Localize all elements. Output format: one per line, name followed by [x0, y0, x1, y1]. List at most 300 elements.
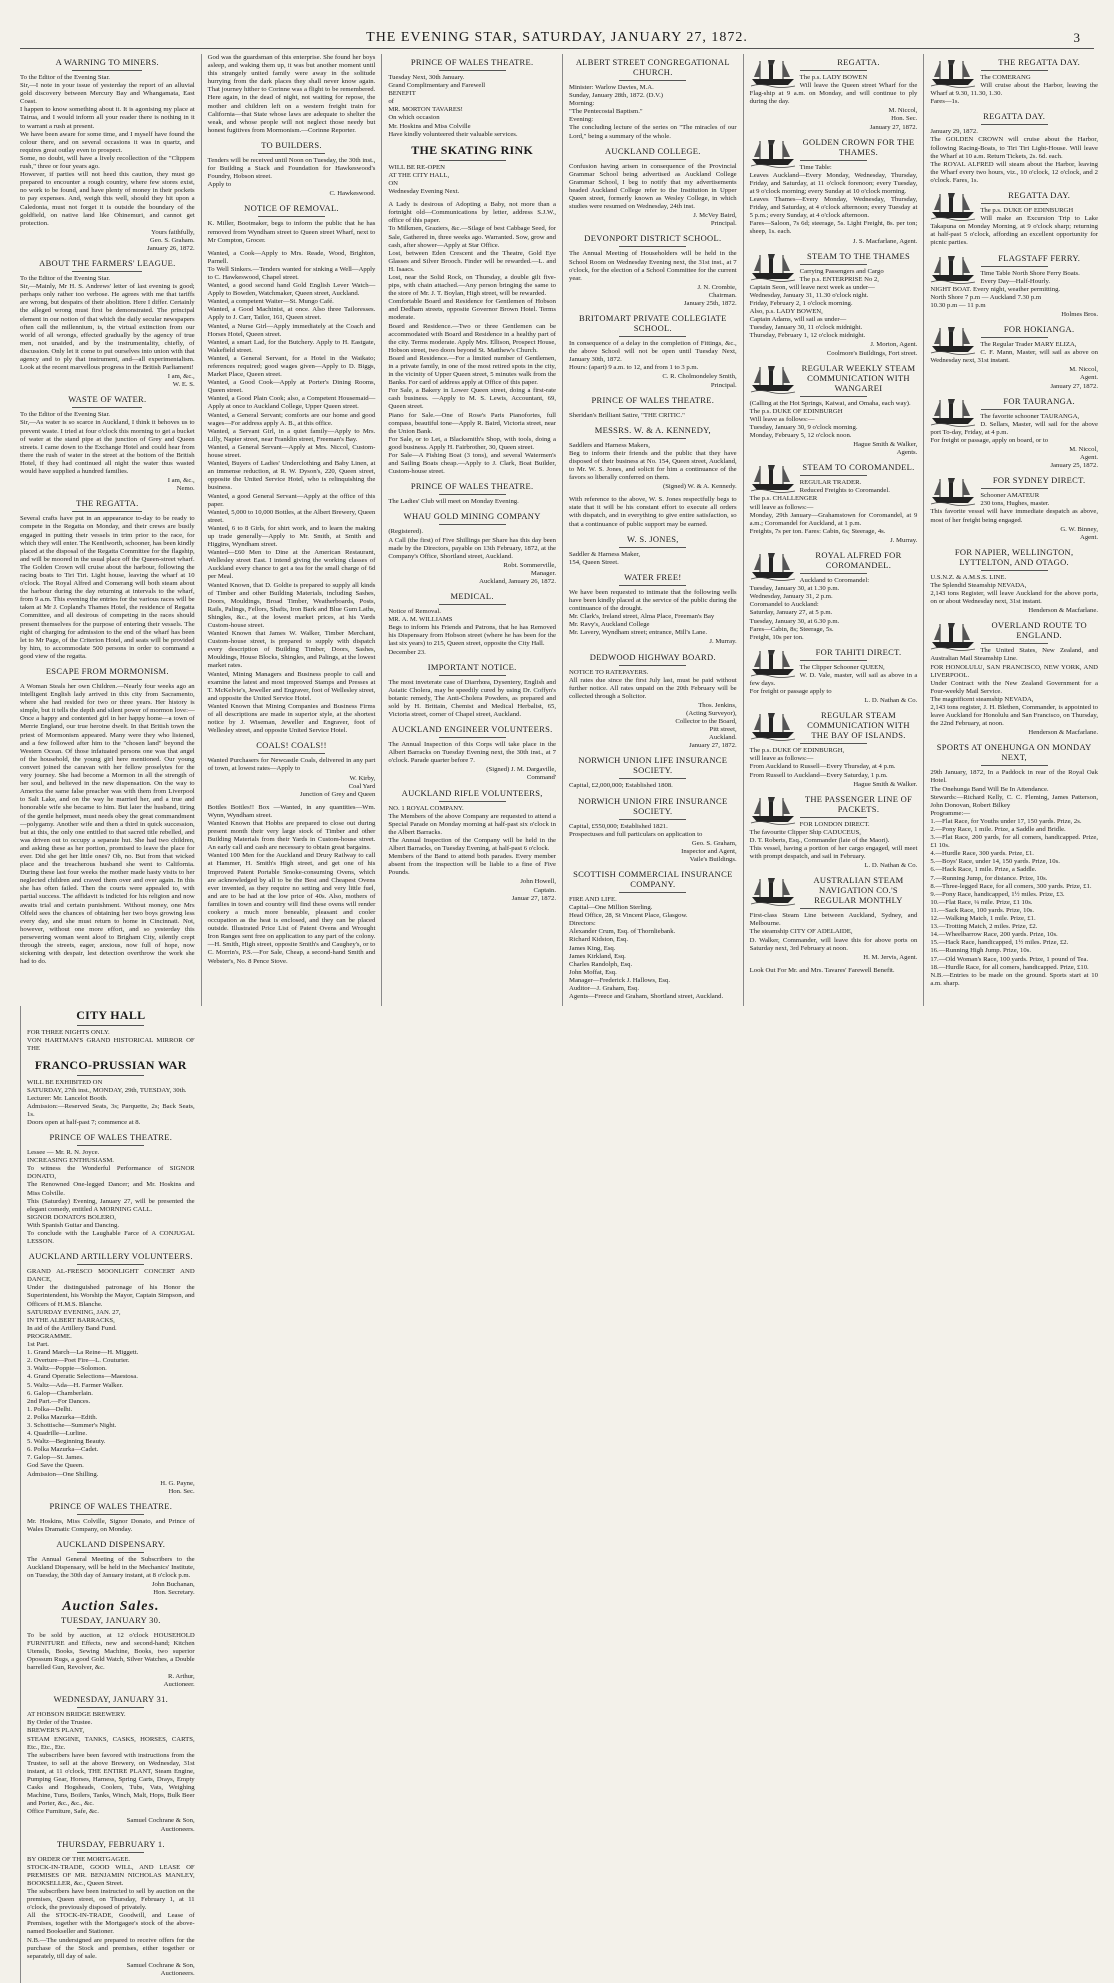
article-heading: ABOUT THE FARMERS' LEAGUE. [39, 258, 176, 269]
article-heading: OVERLAND ROUTE TO ENGLAND. [991, 620, 1087, 641]
article-block [20, 666, 195, 966]
article-body: God was the guardsman of this enterprise. She found her boys asleep, and waking them up, it was but another moment until this strangely united family were away in the solitude hurrying from the dark places they shall never know again. That journey hither to Corinne was a flight to be remembered. Here again, in the dead of night, not waiting for repose, the mother and children left on a western freight train for California—that State whose laws are adequate to shelter the weak, and whose people will not neglect those needy but honest fugitives from Mormonism.—Corinne Reporter. [207, 54, 376, 134]
article-signature: John Buchanan, Hon. Secretary. [151, 1581, 195, 1597]
steamship-icon [930, 324, 976, 354]
article-heading: FOR SYDNEY DIRECT. [992, 475, 1086, 486]
article-heading: STEAM TO THE THAMES [806, 250, 911, 261]
article-heading: GOLDEN CROWN FOR THE THAMES. [802, 136, 915, 157]
article-block [750, 647, 918, 705]
article-heading: THE SKATING RINK [411, 142, 534, 157]
heading-rule [439, 737, 506, 738]
article-heading: DEDWOOD HIGHWAY BOARD. [589, 651, 716, 662]
article-block [569, 869, 737, 1001]
article-body: With reference to the above, W. S. Jones respectfully begs to state that it will be his constant effort to execute all orders with dispatch, and in everything to give entire satisfaction, so that a continuance of public support may be earned. [569, 496, 737, 528]
steamship-icon [750, 710, 796, 740]
article-heading: REGULAR STEAM COMMUNICATION WITH THE BAY OF ISLANDS. [807, 710, 910, 741]
article-body: A Lady is desirous of Adopting a Baby, not more than a fortnight old—Communications by letter, address S.J.W., office of this paper. To Milkmen, Graziers, &c.—Silage of best Cabbage Seed, for Sale, Gathered in, three weeks ago. Warranted. Sow, grow and cash, after shower—Apply at Star Office. Lost, between Eden Crescent and the Theatre, Gold Eye Glasses and Silver Brooch. Finder will be rewarded.—L. and H. Isaacs. Lost, near the Solid Rock, on Thursday, a double gilt five-pips, with chain attached.—Any person bringing the same to the store of Mr. J. T. Boylan, High street, will be rewarded. Comfortable Board and Residence for Gentlemen of Hobson and Dedham streets, opposite Governor Brown Hotel. Terms moderate. Board and Residence.—Two or three Gentlemen can be accommodated with Board and Residence in a healthy part of the city. Terms moderate. Apply Mrs. Ellison, Prospect House, Hobson street, two doors beyond St. Matthew's Church. Board and Residence.—For a limited number of Gentlemen, in a private family, in one of the most retired spots in the city, in the vicinity of Upper Queen street, 5 minutes walk from the Banks. For card of address apply at Office of this paper. For Sale, a Bakery in Lower Queen street, doing a first-rate cash business. —Apply to M. S. Lewis, Accountant, 69, Queen street. Piano for Sale.—One of Rose's Paris Pianofortes, full compass, beautiful tone—Apply R. Baird, Victoria street, near the Union Bank. For Sale, or to Let, a Blacksmith's Shop, with tools, doing a good business. Apply H. Fairbrother, 30, Queen street. For Sale—A Fishing Boat (3 tons), and several Watermen's and Sailing Boats cheap.—Apply to J. Clark, Boat Builder, Custom-house street. [388, 201, 556, 476]
article-heading: SCOTTISH COMMERCIAL INSURANCE COMPANY. [573, 869, 733, 889]
article-block [750, 550, 918, 642]
heading-rule [981, 124, 1048, 125]
steamship-icon [750, 251, 796, 281]
masthead-rule [20, 48, 1094, 49]
heading-rule [439, 160, 506, 161]
article-block [569, 233, 737, 308]
article-block [750, 794, 918, 871]
heading-rule [77, 1514, 144, 1515]
steamship-icon [930, 253, 976, 283]
article-block [930, 190, 1098, 247]
article-signature: John Howell, Captain. Januar 27, 1872. [511, 878, 556, 902]
article-block [27, 1539, 195, 1597]
article-body: Bottles Bottles!! Box —Wanted, in any quantities—Wm. Wynn, Wyndham street. Wanted Known that Hobbs are prepared to close out during present month their very large stock of Timber and other Building Materials from their Yards in Custom-house street. An early call and cash are necessary to obtain great bargains. Wanted 100 Men for the Auckland and Drury Railway to call at Hammer, H. Smith's High street, and get one of his Improved Patent Portable Smoke-consuming Ovens, which are acknowledged by all to be the Best and Cheapest Ovens ever invented, as they require no setting and very little fuel, and are to be had at the low price of 40s. Also, mothers of families in town and country will find these ovens will render cookery a much more beneable, pleasant and cooler occupation as the heat is enclosed, and they can be placed outside. Illustrated Price List of Patent Ovens and Wrought Iron Ranges sent free on application to any part of the colony.—H. Smith, High street, opposite Smith's and Caughey's, or to C. Morrin's, P.S.—For Sale, Cheap, a second-hand Smith and Webster's, No. 8 Pence Stove. [207, 803, 376, 965]
heading-rule [77, 1075, 144, 1076]
article-block [208, 203, 376, 244]
article-heading: WHAU GOLD MINING COMPANY [403, 511, 541, 522]
heading-rule [619, 438, 686, 439]
article-heading: FRANCO-PRUSSIAN WAR [34, 1057, 187, 1072]
newspaper-column [20, 1006, 201, 1983]
article-block [569, 652, 737, 751]
article-signature: J. McVey Baird, Principal. [693, 212, 737, 228]
article-heading: AUCKLAND DISPENSARY. [56, 1539, 166, 1549]
article-block [27, 1251, 195, 1496]
article-block [388, 481, 556, 506]
article-block [388, 788, 556, 903]
article-heading: CITY HALL [76, 1008, 146, 1023]
article-signature: M. Niccol, Agent. January 27, 1872. [1050, 366, 1098, 390]
heading-rule [800, 264, 867, 265]
article-block [930, 111, 1098, 185]
article-heading: AUCKLAND COLLEGE. [604, 145, 701, 156]
article-body: AT HOBSON BRIDGE BREWERY. By Order of the Trustee. BREWER'S PLANT, STEAM ENGINE, TANKS, CASKS, HORSES, CARTS, Etc., Etc., Etc. The subscribers have been favored with instructions from the Trustee, to sell at the above Brewery, on Wednesday, 31st instant, at 11 o'clock, THE ENTIRE PLANT, Steam Engine, Pumping Gear, Horses, Harness, Spring Carts, Drays, Empty Casks and Hogsheads, Coolers, Tubs, Vats, Weighing Machine, Tuns, Boilers, Tanks, Winch, Malt, Hops, Bulk Beer and Porter, &c., &c., &c. Office Furniture, Safe, &c. [27, 1711, 195, 1816]
heading-rule [981, 765, 1048, 766]
heading-rule [77, 1852, 144, 1853]
article-block [569, 57, 737, 141]
heading-rule [800, 573, 867, 574]
article-signature: Robt. Sommerville, Manager. Auckland, January 26, 1872. [479, 561, 556, 585]
heading-rule [981, 409, 1048, 410]
article-signature: R. Arthur, Auctioneer. [163, 1673, 195, 1689]
article-body: The Regular Trader MARY ELIZA, C. F. Mann, Master, will sail as above on Wednesday next, 31st instant. [930, 341, 1098, 365]
article-block [27, 1501, 195, 1534]
article-block [569, 425, 737, 492]
article-heading: PRINCE OF WALES THEATRE. [410, 481, 534, 492]
article-block [930, 57, 1098, 106]
article-body: WILL BE RE-OPEN AT THE CITY HALL, ON Wednesday Evening Next. [388, 163, 460, 196]
article-heading: THE REGATTA DAY. [998, 57, 1081, 67]
article-body: Lessee — Mr. R. N. Joyce. INCREASING ENTHUSIASM. To witness the Wonderful Performance of SIGNOR DONATO, The Renowned One-legged Dancer; and Mr. Hoskins and Miss Colville. This (Saturday) Evening, January 27, will be presented the elegant comedy, entitled A MORNING CALL. SIGNOR DONATO'S BOLERO, With Spanish Guitar and Dancing. To conclude with the Laughable Farce of A CONJUGAL LESSON. [27, 1149, 195, 1246]
article-block [569, 796, 737, 864]
heading-rule [981, 488, 1048, 489]
heading-rule [800, 743, 867, 744]
article-block [388, 511, 556, 586]
article-body: The favorite schooner TAURANGA, D. Sellars, Master, will sail for the above port To-day, Friday, at 4 p.m. For freight or passage, apply on board, or to [930, 412, 1098, 444]
steamship-icon [750, 462, 796, 492]
heading-rule [619, 246, 686, 247]
article-body: Saddler & Harness Maker, 154, Queen Street. [569, 550, 641, 566]
article-heading: A WARNING TO MINERS. [55, 57, 159, 67]
article-heading: REGATTA DAY. [1008, 190, 1071, 201]
heading-rule [439, 70, 506, 71]
article-heading: REGULAR WEEKLY STEAM COMMUNICATION WITH WANGAREI [801, 362, 916, 393]
article-block [20, 498, 195, 661]
heading-rule [439, 494, 506, 495]
column-grid [20, 54, 1104, 1977]
article-body: Look Out For Mr. and Mrs. Tavares' Farewell Benefit. [749, 966, 895, 974]
steamship-icon [750, 794, 796, 824]
article-heading: FOR HOKIANGA. [1003, 324, 1075, 335]
article-body: Schooner AMATEUR 230 tons, Hughes, master. This favorite vessel will have immediate despatch as above, most of her freight being engaged. [930, 492, 1098, 524]
article-body: To the Editor of the Evening Star. Sir,—I note in your issue of yesterday the report of an alluvial gold discovery between Mercury Bay and Whangamata, East Coast. I happen to know something about it. It is agonising my place at Tairua, and I would inform all your reader there is nothing in it to warrant a rush at present. We have been aware for some time, and I myself have found the colour there, and on several occasions it was in quartz, and requires great outlay even to prospect. Some, no doubt, will have a lively recollection of the "Clippem rush," three or four years ago. However, if parties will not heed this caution, they must go prepared to encounter a rough country, where few stores exist, no work to be found, and have plenty of money in their pockets to pay expenses. And, weigh this well, should they hit upon a Caledonia, must not forget it is outside the boundary of the goldfield, on native land like Ohinemuri, and cannot get protection. [20, 74, 195, 227]
heading-rule [258, 153, 325, 154]
article-signature: Samuel Cochrane & Son, Auctioneers. [126, 1817, 195, 1833]
article-heading: AUSTRALIAN STEAM NAVIGATION CO.'S REGULAR MONTHLY [813, 875, 904, 906]
article-block [750, 57, 918, 132]
article-heading: NORWICH UNION FIRE INSURANCE SOCIETY. [578, 795, 728, 816]
heading-rule [258, 216, 325, 217]
article-body: K. Miller, Bootmaker, begs to inform the public that he has removed from Wyndham street to Queen street Wharf, next to Mr Compton, Grocer. [207, 220, 376, 244]
article-heading: FOR TAHITI DIRECT. [815, 646, 902, 657]
article-body: Wanted Purchasers for Newcastle Coals, delivered in any part of town, at lowest rates—Apply to [207, 757, 376, 773]
article-heading: REGATTA DAY. [983, 111, 1046, 122]
article-block [750, 967, 918, 975]
heading-rule [800, 396, 867, 397]
heading-rule [619, 665, 686, 666]
article-heading: MEDICAL. [450, 591, 494, 602]
heading-rule [439, 675, 506, 676]
article-heading: STEAM TO COROMANDEL. [802, 462, 915, 473]
article-block [930, 742, 1098, 988]
article-signature: Geo. S. Graham, Inspector and Agent, Vaile's Buildings. [681, 839, 737, 863]
article-signature: M. Niccol, Agent. January 25, 1872. [1050, 446, 1098, 470]
article-heading: AUCKLAND ENGINEER VOLUNTEERS. [391, 724, 553, 735]
article-heading: PRINCE OF WALES THEATRE. [591, 394, 715, 405]
heading-rule [981, 337, 1048, 338]
article-block [208, 250, 376, 736]
heading-rule [800, 908, 867, 909]
article-signature: W. Kirby, Coal Yard Junction of Grey and Queen [299, 774, 376, 798]
article-body: Capital, £550,000; Established 1821. Prospectuses and full particulars on application to [569, 822, 703, 838]
article-signature: J. Murray. [890, 536, 918, 544]
article-body: Sheridan's Brilliant Satire, "THE CRITIC." [569, 411, 685, 419]
article-body: The most inveterate case of Diarrhœa, Dysentery, English and Asiatic Cholera, may be speedily cured by using Dr. Coffyn's botanic remedy, The Anti-Cholera Powders, as prepared and sold by H. Brittain, Chemist and Medical Herbalist, 65, Victoria street, corner of Chapel street, Auckland. [388, 678, 556, 718]
heading-rule [439, 604, 506, 605]
article-signature: (Signed) J. M. Dargaville, Command' [486, 766, 556, 782]
article-signature: Yours faithfully, Geo. S. Graham. January 26, 1872. [147, 228, 195, 252]
article-body: A Woman Steals her own Children.—Nearly four weeks ago an intelligent English lady arrived in this city from Sacramento, where she had resided for two or three years. Her history is simple, but it tells the depth and silent power of mormon love:—Once a happy and contented girl in her happy home—a town of Merrie England, our true heroine dwelt. In that British town the priest of Mormonism appeared. Many were they who listened, and a few followed after him to the "chosen land" beyond the Western Ocean. Of those infatuated persons one was that angel of the household, the young girl here mentioned. Our young convert joined the caravan with her fellow proselytes for the very journey. She had become a Mormon in all the strength of her soul, and believed in the new dispensation. On the way to America the same false preacher was with them from Liverpool to Salt Lake, and on the way he married her, and a true and honorable wife she became to him. But later the husband, tiring of the gentle helpmeet, must needs obey the great commandment—polygamy. Another wife and then a third in quick succession, but at this, the only one entitled to that sacred title rebelled, and was driven out to occupy a separate hut. She had two children, and asking these as her portion, promised to leave the place for ever. Did she get her little ones? Oh, no. But from that wicked place and the treacherous husband she went to California. During these last four weeks the mother made hasty visits to her neglected children and craved them over and over again. In this she has often failed. Then the courts were appealed to, with partial success. The affidavit is indicted for his religion and now awaits trial and certain punishment. Without money, one Mrs Olfeld sees the chances of obtaining her two boys growing less every day, and she must return to home in Cincinnati. Not, however, without one more effort, and so yesterday this persevering woman went aloof to Brigham City, silently crept through the streets, eager, anxious, now full of hope, now sickening with despair, lest detection overthrow the work she had to do. [20, 683, 195, 966]
article-heading: WASTE OF WATER. [68, 394, 147, 405]
article-body: Auckland to Coromandel: Tuesday, January 30, at 1.30 p.m. Wednesday, January 31, 2 p.m. Coromandel to Auckland: Saturday, January 27, at 5 p.m. Tuesday, January 30, at 6.30 p.m. Fares—Cabin, 8s; Steerage, 5s. Freight, 10s per ton. [749, 577, 870, 641]
article-block [930, 396, 1098, 471]
article-body: The p.s. DUKE OF EDINBURGH, will leave as follows:— From Auckland to Russell—Every Thursday, at 4 p.m. From Russell to Auckland—Every Saturday, 1 p.m. [749, 747, 896, 779]
article-heading: TUESDAY, JANUARY 30. [60, 1614, 161, 1625]
article-signature: Holmes Bros. [1061, 310, 1098, 318]
article-block [930, 253, 1098, 320]
article-heading: FOR NAPIER, WELLINGTON, LYTTELTON, AND OTAGO. [954, 546, 1074, 567]
article-body: The United States, New Zealand, and Australian Mail Steamship Line. FOR HONOLULU, SAN FRANCISCO, NEW YORK, AND LIVERPOOL. Under Contract with the New Zealand Government for a Four-weekly Mail Service. The magnificent steamship NEVADA, 2,143 tons register, J. H. Blethen, Commander, is appointed to leave Auckland for Honolulu and San Francisco, on Thursday, the 22nd February, at noon. [930, 647, 1098, 728]
article-heading: PRINCE OF WALES THEATRE. [410, 57, 534, 67]
article-signature: (Signed) W. & A. Kennedy. [662, 483, 737, 491]
article-block [930, 475, 1098, 542]
article-signature: Hague Smith & Walker. [853, 780, 918, 788]
article-block [388, 591, 556, 657]
heading-rule [981, 266, 1048, 267]
heading-rule [800, 160, 867, 161]
article-heading: ALBERT STREET CONGREGATIONAL CHURCH. [575, 57, 730, 77]
article-block [27, 1009, 195, 1053]
article-body: The Ladies' Club will meet on Monday Evening. [388, 498, 519, 506]
heading-rule [72, 511, 142, 512]
article-signature: Hague Smith & Walker, Agents. [853, 441, 918, 457]
article-block [750, 710, 918, 788]
article-body: FIRE AND LIFE. Capital—One Million Sterling. Head Office, 28, St Vincent Place, Glasgow. Directors: Alexander Crum, Esq. of Thornliebank. Richard Kidston, Esq. James King, Esq. James Kirkland, Esq. Charles Randolph, Esq. John Moffat, Esq. Manager—Frederick J. Hallows, Esq. Auditor—J. Graham, Esq. Agents—Freece and Graham, Shortland street, Auckland. [569, 896, 724, 1001]
article-heading: PRINCE OF WALES THEATRE. [49, 1132, 173, 1143]
article-heading: AUCKLAND ARTILLERY VOLUNTEERS. [28, 1251, 193, 1262]
article-body: Time Table: Leaves Auckland—Every Monday, Wednesday, Thursday, Friday, and Saturday, at 11 o'clock forenoon; every Tuesday, at 9 o'clock morning; every Sunday at 10 o'clock morning. Leaves Thames—Every Monday, Wednesday, Thursday, Friday, and Saturday, at 4 o'clock afternoon; every Tuesday at 5 p.m.; every Sunday, at 4 o'clock afternoon. Fares—Saloon, 7s 6d; steerage, 5s. Light Freight, 8s. per ton; sheep, 1s. each. [749, 163, 918, 236]
article-heading: MESSRS. W. & A. KENNEDY, [594, 424, 711, 435]
heading-rule [981, 203, 1048, 204]
article-body: Minister: Warlow Davies, M.A. Sunday, January 28th, 1872. (D.V.) Morning: "The Pentecostal Baptism." Evening: The concluding lecture of the series on "The miracles of our Lord," being a summary of the whole. [569, 84, 737, 140]
article-body: Carrying Passengers and Cargo The p.s. ENTERPRISE No 2, Captain Seon, will leave next week as under— Wednesday, January 31, 11.30 o'clock night. Friday, February 2, 1 o'clock morning. Also, p.s. LADY BOWEN, Captain Adams, will sail as under— Tuesday, January 30, 11 o'clock midnight. Thursday, February 1, 12 o'clock midnight. [749, 267, 884, 340]
article-body: The Clipper Schooner QUEEN, W. D. Vale, master, will sail as above in a few days. For freight or passage apply to [749, 663, 918, 696]
article-signature: L. D. Nathan & Co. [864, 697, 918, 705]
article-block [750, 363, 918, 458]
article-block [208, 804, 376, 966]
article-body: The Annual Meeting of Householders will be held in the School Room on Wednesday Evening next, the 31st inst., at 7 o'clock, for the election of a School Committee for the current year. [569, 250, 737, 282]
article-heading: COALS! COALS!! [256, 740, 327, 751]
article-heading: NORWICH UNION LIFE INSURANCE SOCIETY. [578, 755, 728, 776]
article-body: NO. 1 ROYAL COMPANY. The Members of the above Company are requested to attend a Special Parade on Monday morning at half-past six o'clock in the Albert Barracks. The Annual Inspection of the Company will be held in the Albert Barracks, on Tuesday Evening, at half-past 6 o'clock. Members of the Band to attend both parades. Every member absent from the inspection will be liable to a fine of Five Pounds. [388, 804, 556, 877]
article-body: U.S.N.Z. & A.M.S.S. LINE. The Splendid Steamship NEVADA, 2,143 tons Register, will leave Auckland for the above ports, on or about Wednesday next, 31st instant. [930, 573, 1098, 606]
article-heading: WEDNESDAY, JANUARY 31. [53, 1694, 169, 1705]
article-heading: FOR TAURANGA. [1003, 395, 1075, 406]
heading-rule [77, 1025, 144, 1026]
steamship-icon [750, 137, 796, 167]
article-heading: TO BUILDERS. [261, 139, 322, 150]
article-signature: M. Niccol, Hon. Sec. January 27, 1872. [869, 107, 918, 131]
article-signature: Samuel Cochrane & Son, Auctioneers. [126, 1961, 195, 1977]
article-body: 29th January, 1872, In a Paddock in rear of the Royal Oak Hotel. The Onehunga Band Will Be In Attendance. Stewards:—Richard Kelly, C. C. Fleming, James Patterson, John Donovan, Robert Bilkey Programme:— 1.—Flat Race, for Youths under 17, 150 yards. Prize, 2s. 2.—Pony Race, 1 mile. Prize, a Saddle and Bridle. 3.—Flat Race, 200 yards, for all comers, handicapped. Prize, £1 10s. 4.—Hurdle Race, 300 yards. Prize, £1. 5.—Boys' Race, under 14, 150 yards. Prize, 10s. 6.—Hack Race, 1 mile. Prize, a Saddle. 7.—Running Jump, for distance. Prize, 10s. 8.—Three-legged Race, for all comers, 300 yards. Prize, £1. 9.—Pony Race, handicapped, 1½ miles. Prize, £3. 10.—Flat Race, ¼ mile. Prize, £1 10s. 11.—Sack Race, 100 yards. Prize, 10s. 12.—Walking Match, 1 mile. Prize, £1. 13.—Trotting Match, 2 miles. Prize, £2. 14.—Wheelbarrow Race, 200 yards. Prize, 10s. 15.—Hack Race, handicapped, 1½ miles. Prize, £2. 16.—Running High Jump. Prize, 10s. 17.—Old Woman's Race, 100 yards. Prize, 1 pound of Tea. 18.—Hurdle Race, for all comers, handicapped. Prize, £10. N.B.—Entries to be made on the ground. Sports start at 10 a.m. sharp. [930, 769, 1098, 987]
article-heading: THE PASSENGER LINE OF PACKETS. [804, 793, 913, 814]
article-block [388, 201, 556, 476]
heading-rule [619, 585, 686, 586]
article-heading: AUCKLAND RIFLE VOLUNTEERS, [401, 787, 543, 798]
newspaper-column [201, 54, 382, 1006]
heading-rule [258, 753, 325, 754]
heading-rule [439, 524, 506, 525]
article-body: Mr. Hoskins, Miss Colville, Signor Donato, and Prince of Wales Dramatic Company, on Monday. [27, 1517, 195, 1533]
heading-rule [72, 271, 142, 272]
article-heading: FLAGSTAFF FERRY. [998, 252, 1081, 263]
article-block [750, 251, 918, 358]
steamship-icon [750, 363, 796, 393]
heading-rule [981, 70, 1048, 71]
article-signature: J. Murray. [709, 638, 737, 646]
article-body: WILL BE EXHIBITED ON SATURDAY, 27th inst., MONDAY, 29th, TUESDAY, 30th. Lecturer: Mr. Lancelot Booth. Admission:—Reserved Seats, 3s; Parquette, 2s; Back Seats, 1s. Doors open at half-past 7; commence at 8. [27, 1078, 195, 1126]
heading-rule [619, 408, 686, 409]
heading-rule [72, 70, 142, 71]
article-block [569, 313, 737, 390]
article-body: GRAND AL-FRESCO MOONLIGHT CONCERT AND DANCE, Under the distinguished patronage of his Honor the Superintendent, his Worship the Mayor, Captain Simpson, and Officers of H.M.S. Blanche. SATURDAY EVENING, JAN. 27, IN THE ALBERT BARRACKS, In aid of the Artillery Band Fund. PROGRAMME. 1st Part. 1. Grand March—La Reine—H. Miggett. 2. Overture—Poet Fire—L. Couturier. 3. Waltz—Poppie—Solomon. 4. Grand Operatic Selections—Maestosa. 5. Waltz—Ada—H. Farmer Walker. 6. Galop—Chamberlain. 2nd Part.—For Dances. 1. Polka—Delhi. 2. Polka Mazurka—Edith. 3. Schottische—Summer's Night. 4. Quadrille—Lurline. 5. Waltz—Beginning Beauty. 6. Polka Mazurka—Cadet. 7. Galop—St. James. God Save the Queen. Admission—One Shilling. [27, 1268, 195, 1478]
article-heading: NOTICE OF REMOVAL. [244, 203, 339, 214]
article-signature: H. G. Payne, Hon. Sec. [160, 1479, 195, 1495]
article-signature: C. Hawkeswood. [329, 190, 376, 198]
article-block [569, 146, 737, 229]
article-heading: DEVONPORT DISTRICT SCHOOL. [584, 233, 722, 244]
article-body: Time Table North Shore Ferry Boats. Every Day—Half-Hourly. NIGHT BOAT. Every night, weather permitting. North Shore 7 p.m — Auckland 7.30 p.m 10.30 p.m — 11 p.m [930, 269, 1080, 309]
article-signature: I am, &c., W. E. S. [167, 373, 195, 389]
heading-rule [619, 80, 686, 81]
heading-rule [619, 159, 686, 160]
article-block [27, 1839, 195, 1978]
article-body: REGULAR TRADER. Reduced Freights to Coromandel. The p.s. CHALLENGER will leave as follows:— Monday, 29th January—Grahamstown for Coromandel, at 9 a.m.; Coromandel for Auckland, at 1 p.m. Freights, 7s per ton. Fares: Cabin, 6s; Steerage, 4s. [749, 479, 918, 535]
article-heading: ESCAPE FROM MORMONISM. [45, 666, 169, 676]
heading-rule [619, 892, 686, 893]
article-signature: I am, &c., Nemo. [167, 477, 195, 493]
article-body: (Registered). A Call (the first) of Five Shillings per Share has this day been made by the Directors, payable on 13th February, 1872, at the Company's Office, Shortland street, Auckland. [388, 528, 556, 560]
article-heading: THURSDAY, FEBRUARY 1. [56, 1838, 165, 1849]
article-body: Saddlers and Harness Makers, Beg to inform their friends and the public that they have disposed of their business at No. 154, Queen street, Auckland, to Mr. W. S. Jones, and solicit for him a continuance of the favors so liberally conferred on them. [569, 441, 737, 482]
heading-rule [619, 819, 686, 820]
article-heading: BRITOMART PRIVATE COLLEGIATE SCHOOL. [578, 313, 727, 334]
article-block [27, 1132, 195, 1246]
masthead-title: THE EVENING STAR, SATURDAY, JANUARY 27, 1872. [366, 30, 748, 45]
heading-rule [800, 660, 867, 661]
heading-rule [981, 643, 1048, 644]
heading-rule [77, 1264, 144, 1265]
article-block [27, 1059, 195, 1128]
article-heading: PRINCE OF WALES THEATRE. [49, 1500, 173, 1511]
article-body: The p.s. DUKE OF EDINBURGH Will make an Excursion Trip to Lake Takapuna on Monday Morning, at 9 o'clock sharp; returning at half-past 5 o'clock, affording an excellent opportunity for picnic parties. [930, 207, 1098, 247]
article-body: NOTICE TO RATEPAYERS. All rates due since the first July last, must be paid without further notice. All rates unpaid on the 20th February will be collected through a Solicitor. [569, 668, 737, 700]
heading-rule [77, 1707, 144, 1708]
article-block [388, 662, 556, 719]
article-signature: C. R. Cholmondeley Smith, Principal. [662, 373, 737, 389]
article-body: The COMERANG Will cruise about the Harbor, leaving the Wharf at 9.30, 11.30, 1.30. Fares—1s. [930, 74, 1098, 106]
heading-rule [77, 1628, 144, 1629]
article-heading: W. S. JONES, [626, 533, 679, 544]
article-block [930, 324, 1098, 391]
article-body: (Calling at the Hot Springs, Kaiwai, and Omaha, each way). The p.s. DUKE OF EDINBURGH Will leave as follows:— Tuesday, January 30, 9 o'clock morning. Monday, February 5, 12 o'clock noon. [749, 399, 911, 439]
article-signature: Henderson & Macfarlane. [1028, 607, 1098, 615]
article-body: BY ORDER OF THE MORTGAGEE. STOCK-IN-TRADE, GOOD WILL, AND LEASE OF PREMISES OF MR. BENJAMIN NICHOLAS MANLEY, BOOKSELLER, &c., Queen Street. The subscribers have been instructed to sell by auction on the premises, Queen street, on Thursday, February 1, at 11 o'clock, the previously disposed of privately. All the STOCK-IN-TRADE, Goodwill, and Lease of Premises, together with the Mortgagee's stock of the above-named Bookseller and Stationer. N.B.—The undersigned are prepared to receive offers for the purchase of the Stock and premises, either together or separately, till day of sale. [27, 1855, 195, 1960]
article-block [388, 57, 556, 139]
article-body: Confusion having arisen in consequence of the Provincial Grammar School being advertised as Auckland College Grammar School, I beg to notify that my advertisements headed Auckland College refer to the Institution in Upper Queen street, formerly known as Wesley College, in which studies were resumed on Wednesday, 24th inst. [569, 162, 737, 211]
article-body: The p.s. LADY BOWEN Will leave the Queen street Wharf for the Flag-ship at 9 a.m. on Monday, and will continue to ply during the day. [749, 74, 918, 106]
article-signature: J. S. Macfarlane, Agent. [852, 237, 918, 245]
article-block [750, 462, 918, 545]
steamship-icon [750, 550, 796, 580]
heading-rule [72, 679, 142, 680]
article-heading: WATER FREE! [624, 571, 682, 582]
article-body: To the Editor of the Evening Star. Sir,—Mainly, Mr H. S. Andrews' letter of last evening is good; perhaps only rather too verbose. He agrees with me that tariffs are wrong, but despairs of their abolition. Here I differ. Certainly the alleged wrong must first be demonstrated. The principal element in our notion of that which the daily secular newspapers often call the millennium, is, the virtual extinction from our world of all wrongs, effected gradually by the agency of true men, not unaided, and by the instrumentality, chiefly, of discussion. Only let it come to put ourselves into union with that agency and to ply that instrument, and—all experimentalism. Look at the recent marvellous progress in the British Parliament! [20, 275, 195, 372]
heading-rule [619, 336, 686, 337]
article-signature: H. M. Jervis, Agent. [863, 953, 918, 961]
heading-rule [800, 817, 867, 818]
heading-rule [800, 475, 867, 476]
article-block [388, 724, 556, 782]
article-block [208, 740, 376, 798]
article-block [20, 258, 195, 389]
article-body: January 29, 1872. The GOLDEN CROWN will cruise about the Harbor, following Racing-Boats, to Tiri Tiri Light-House. Will leave the Wharf at 10 a.m. Return Tickets, 2s. 6d. each. The ROYAL ALFRED will steam about the Harbor, leaving the Wharf every two hours, viz., 10 o'clock, 12 o'clock, and 2 o'clock. Fares, 1s. [930, 128, 1098, 184]
article-body: Notice of Removal. MR. A. M. WILLIAMS Begs to inform his Friends and Patrons, that he has Removed his Dispensary from Hobson street (where he has been for the last six years) to 215, Queen street, opposite the City Hall. December 23. [388, 608, 556, 656]
steamship-icon [930, 396, 976, 426]
steamship-icon [930, 57, 976, 87]
heading-rule [800, 70, 867, 71]
article-body: Tuesday Next, 30th January. Grand Complimentary and Farewell BENEFIT of MR. MORTON TAVARES! On which occasion Mr. Hoskins and Miss Colville Have kindly volunteered their valuable services. [388, 74, 518, 138]
article-block [750, 875, 918, 962]
newspaper-column [20, 54, 201, 1006]
article-body: To the Editor of the Evening Star. Sir,—As water is so scarce in Auckland, I think it behoves us to prevent waste. I tried at four o'clock this morning to get a bucket of water at the stand pipe at the junction of Grey and Queen streets. I came down to the Exchange Hotel and could hear from there the rush of water in the street at the bottom of the British Hotel, if they had continued all night the water thus wasted would have supplied a hundred families. [20, 411, 195, 476]
article-signature: G. W. Binney, Agent. [1060, 525, 1098, 541]
article-body: Several crafts have put in an appearance to-day to be ready to compete in the Regatta on Monday, and their crews are busily engaged in putting their vessels in trim prior to the race, for which they will enter. The Kenilworth, schooner, has been kindly placed at the disposal of the Regatta Committee for the flagship, and will be moored in the usual place off the Queen-street wharf. The Golden Crown will cruise about the harbour, following the racing boats to Tiri Tiri. Light house, leaving the wharf at 10 o'clock. The Royal Alfred and Comerang will both steam about the harbour during the day returning at intervals to the wharf, from 9 a.m. This evening the entries for the various races will be taken at Mr J. Copland's Thames Hotel, the residence of Regatta Committee, and all desirous of competing in the races should present themselves for the purpose of entering their vessels. The right of charging for admission to the end of the wharf has been let to Mr Page, of the Criterion Hotel, and seats will be provided by him, to accommodate 500 persons in order to command a good view of the regatta. [20, 515, 195, 660]
newspaper-column [743, 54, 924, 1006]
newspaper-column [381, 54, 562, 1006]
article-block [388, 144, 556, 196]
article-body: In consequence of a delay in the completion of Fittings, &c., the above School will not be open until Tuesday Next, January 30th, 1872. Hours: (apart) 9 a.m. to 12, and from 1 to 3 p.m. [569, 340, 737, 372]
heading-rule [72, 407, 142, 408]
article-block [27, 1694, 195, 1833]
page-number: 3 [1073, 30, 1080, 45]
article-block [750, 137, 918, 246]
article-heading: ROYAL ALFRED FOR COROMANDEL. [815, 550, 902, 571]
article-block [930, 620, 1098, 737]
article-heading: IMPORTANT NOTICE. [427, 661, 517, 672]
steamship-icon [930, 620, 976, 650]
article-block [569, 496, 737, 528]
article-body: FOR LONDON DIRECT. The favourite Clipper Ship CADUCEUS, D. T. Roberts, Esq., Commander (late of the Maori). This vessel, having a portion of her cargo engaged, will meet with prompt despatch, and sail in February. [749, 820, 918, 861]
article-block [569, 534, 737, 567]
article-block [27, 1599, 195, 1689]
article-block [20, 394, 195, 493]
newspaper-column [562, 54, 743, 1006]
heading-rule [77, 1552, 144, 1553]
article-block [20, 57, 195, 253]
steamship-icon [750, 875, 796, 905]
article-signature: J. N. Crombie, Chairman. January 25th, 1872. [683, 283, 737, 307]
article-heading: THE REGATTA. [76, 498, 139, 509]
article-body: Capital, £2,000,000; Established 1808. [569, 782, 673, 790]
heading-rule [619, 778, 686, 779]
article-block [208, 140, 376, 198]
article-heading: SPORTS AT ONEHUNGA ON MONDAY NEXT, [936, 742, 1092, 763]
article-signature: J. Morton, Agent. Coolmore's Buildings, Fort street. [826, 341, 918, 357]
article-heading: REGATTA. [837, 57, 880, 67]
heading-rule [77, 1145, 144, 1146]
article-body: FOR THREE NIGHTS ONLY. VON HARTMAN'S GRAND HISTORICAL MIRROR OF THE [27, 1029, 195, 1053]
steamship-icon [750, 57, 796, 87]
article-signature: Henderson & Macfarlane. [1028, 729, 1098, 737]
article-body: First-class Steam Line between Auckland, Sydney, and Melbourne. The steamship CITY OF ADELAIDE, D. Walker, Commander, will leave this for above ports on Saturday next, 3rd February at noon. [749, 912, 918, 952]
heading-rule [439, 801, 506, 802]
heading-rule [619, 547, 686, 548]
newspaper-column [923, 54, 1104, 1006]
steamship-icon [930, 475, 976, 505]
article-block [569, 572, 737, 647]
steamship-icon [750, 647, 796, 677]
article-body: The Annual Inspection of this Corps will take place in the Albert Barracks on Tuesday Evening next, the 30th inst., at 7 o'clock. Parade quarter before 7. [388, 741, 556, 765]
article-block [208, 54, 376, 135]
article-body: Wanted, a Cook—Apply to Mrs. Reade, Wood, Brighton, Parnell. To Well Sinkers.—Tenders wanted for sinking a Well—Apply to C. Hawkeswood, Chapel street. Wanted, a good second hand Gold English Lever Watch—Apply to Bowden, Watchmaker, Queen street, Auckland. Wanted, a competent Waiter—St. Mungo Café. Wanted, a Good Machinist, at once. Also three Tailoresses. Apply to J. Carr, Tailor, 161, Queen street. Wanted, a Nurse Girl—Apply immediately at the Coach and Horses Hotel, Queen street. Wanted, a smart Lad, for the Butchery. Apply to H. Eastgate, Wakefield street. Wanted, a General Servant, for a Hotel in the Waikato; references required; good wages given—Apply to D. Biggs, Market Place, Queen street. Wanted, a Good Cook—Apply at Porter's Dining Rooms, Queen street. Wanted, a Good Plain Cook; also, a Competent Housemaid—Apply at once to Auckland College, Upper Queen street. Wanted, a General Servant; comforts are our home and good wages—For address apply A. B., at this office. Wanted, a Servant Girl, in a quiet family—Apply to Mrs. Lilly, Napier street, near Franklin street, Freeman's Bay. Wanted, a General Servant—Apply at Mrs. Niccol, Custom-house street. Wanted, Buyers of Ladies' Underclothing and Baby Linen, at an immense reduction, at R. W. Dyson's, 220, Queen street, opposite the United Service Hotel, who is relinquishing the business. Wanted, a good General Servant—Apply at the office of this paper. Wanted, 5,000 to 10,000 Bottles, at the Albert Brewery, Queen street. Wanted, 6 to 8 Girls, for shirt work, and to learn the making up trade generally—Apply to Mr. Smith, at Smith and Higgins, Wyndham street. Wanted—£60 Men to Dine at the American Restaurant, Wellesley street East. I intend giving the working classes of Auckland every chance to get a tea for the small charge of 6d per Meal. Wanted Known, that D. Goldie is prepared to supply all kinds of Timber and other Building Materials, including Sashes, Doors, Mouldings, Broad Timber, Weatherboards, Posts, Rails, Palings, Fellors, Shafts, Iron Bark and Blue Gum Laths, Shingles, &c., at the lowest market prices, at his Yards Custom-house street. Wanted Known that James W. Walker, Timber Merchant, Custom-house street, is prepared to supply with dispatch every description of Building Timber, Doors, Sashes, Mouldings, House Blocks, Shingles, and Palings, at the lowest market rates. Wanted, Mining Managers and Business people to call and examine the latest and most improved Stamps and Presses at T. McKelvie's, Jeweller and Engraver, foot of Wellesley street, and opposite the United Service Hotel. Wanted Known that Mining Companies and Business Firms of all descriptions are made in superior style, at the shortest notice by J. Wiseman, Jeweller and Engraver, foot of Wellesley street, and opposite United Service Hotel. [207, 249, 376, 735]
article-signature: L. D. Nathan & Co. [864, 862, 918, 870]
article-signature: Thos. Jenkins, (Acting Surveyor), Collector to the Board, Pitt street, Auckland. January 27, 1872. [675, 701, 737, 750]
article-body: To be sold by auction, at 12 o'clock HOUSEHOLD FURNITURE and Effects, new and second-hand; Kitchen Utensils, Books, Sewing Machine, Books, two superior Opossum Rugs, a good Gold Watch, Silver Watches, a Double barrelled Gun, Revolver, &c. [27, 1631, 195, 1671]
steamship-icon [930, 190, 976, 220]
article-body: Tenders will be received until Noon on Tuesday, the 30th inst., for Building a Stack and Foundation for Hawkeswood's Foundry, Hobson street. Apply to [207, 156, 376, 189]
article-body: The Annual General Meeting of the Subscribers to the Auckland Dispensary, will be held in the Mechanics' Institute, on Tuesday, the 30th day of January instant, at 8 o'clock p.m. [27, 1556, 195, 1580]
article-block [569, 755, 737, 790]
section-heading: Auction Sales. [62, 1599, 160, 1615]
